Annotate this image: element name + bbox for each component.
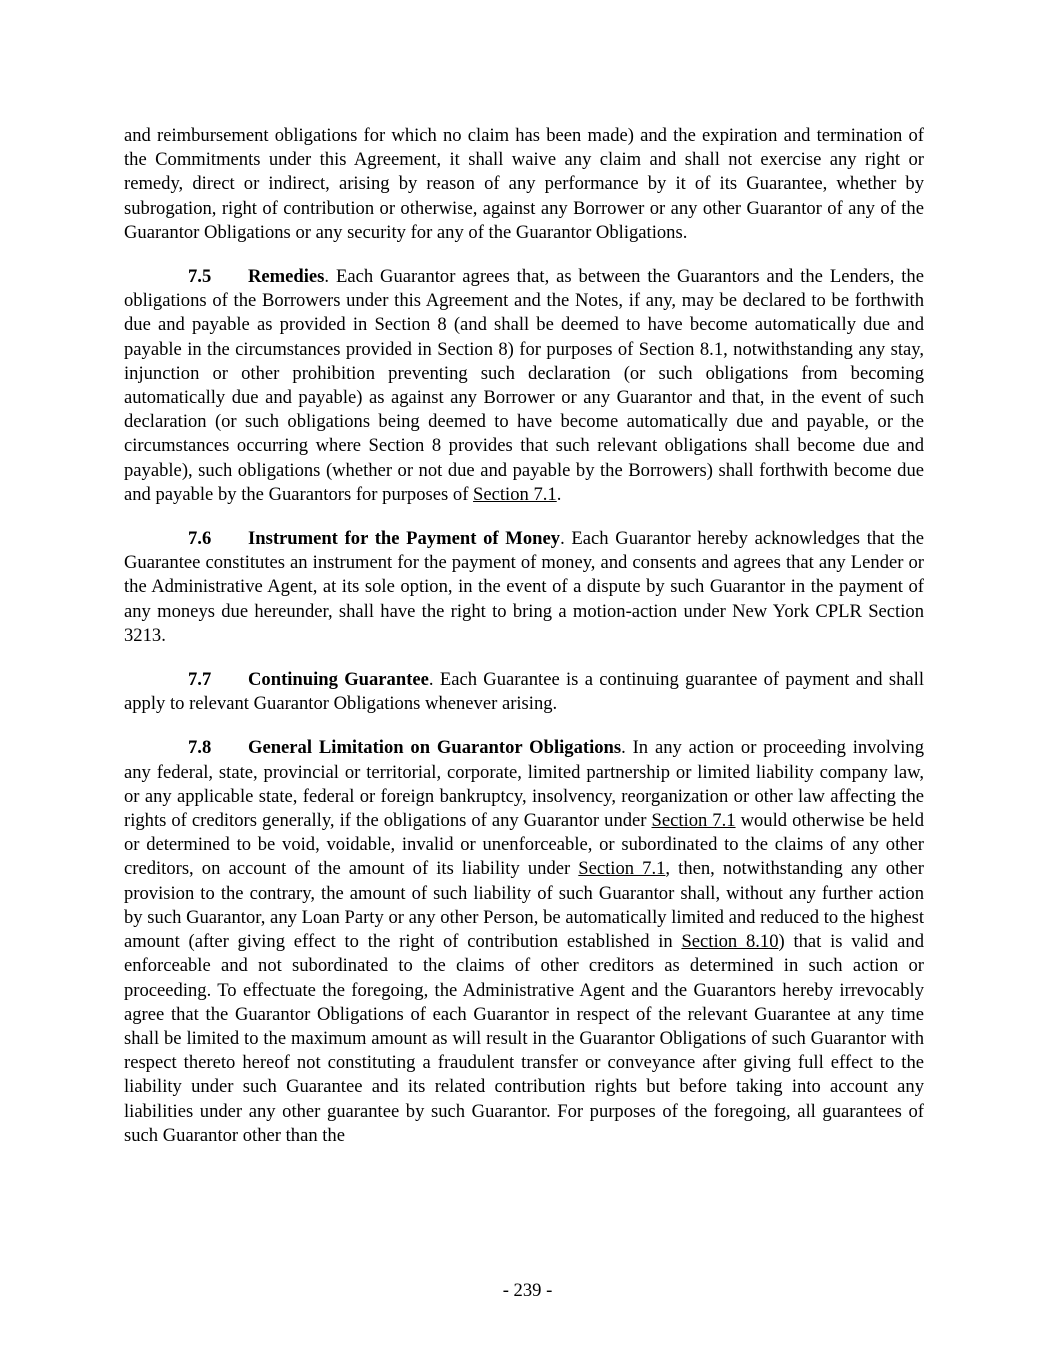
section-reference: Section 7.1: [651, 810, 736, 832]
section-title: Remedies: [248, 266, 325, 288]
section-7-8: [124, 736, 924, 1147]
section-reference: Section 8.10: [681, 931, 779, 953]
section-text: , then, notwithstanding any other provision to the contrary, the amount of such liability of such Guarantor shall, without any further action by such Guarantor, any Loan Party or any other Person, be automatically limited and reduced to the highest amount (after giving effect to the right of contribution established in: [124, 858, 924, 953]
section-7-6: [124, 527, 924, 648]
document-page: [124, 124, 924, 1168]
section-text: ) that is valid and enforceable and not subordinated to the claims of other creditors as determined in such action or proceeding. To effectuate the foregoing, the Administrative Agent and the Guarantors hereby irrevocably agree that the Guarantor Obligations of each Guarantor in respect of the relevant Guarantee at any time shall be limited to the maximum amount as will result in the Guarantor Obligations of such Guarantor with respect thereto hereof not constituting a fraudulent transfer or conveyance after giving full effect to the liability under such Guarantee and its related contribution rights but before taking into account any liabilities under any other guarantee by such Guarantor. For purposes of the foregoing, all guarantees of such Guarantor other than the: [124, 931, 924, 1146]
section-text: would otherwise be held or determined to be void, voidable, invalid or unenforceable, or subordinated to the claims of any other creditors, on account of the amount of its liability under: [124, 810, 924, 880]
section-reference: Section 7.1: [473, 483, 557, 505]
paragraph-text: and reimbursement obligations for which no claim has been made) and the expiration and termination of the Commitments under this Agreement, it shall waive any claim and shall not exercise any right or remedy, direct or indirect, arising by reason of any performance by it of its Guarantee, whether by subrogation, right of contribution or otherwise, against any Borrower or any other Guarantor of any of the Guarantor Obligations or any security for any of the Guarantor Obligations.: [124, 125, 924, 243]
section-title: General Limitation on Guarantor Obligations: [248, 737, 622, 759]
section-number: 7.8: [188, 737, 212, 759]
section-reference: Section 7.1: [578, 858, 666, 880]
section-7-5: [124, 265, 924, 507]
section-title: Continuing Guarantee: [248, 669, 429, 691]
section-number: 7.5: [188, 266, 212, 288]
section-text: .: [556, 483, 562, 505]
section-text: . Each Guarantee is a continuing guarantee of payment and shall apply to relevant Guarantor Obligations whenever arising.: [124, 669, 925, 715]
section-title: Instrument for the Payment of Money: [248, 528, 561, 550]
section-text: . Each Guarantor hereby acknowledges that the Guarantee constitutes an instrument for the payment of money, and consents and agrees that any Lender or the Administrative Agent, at its sole option, in the event of a dispute by such Guarantor in the payment of any moneys due hereunder, shall have the right to bring a motion-action under New York CPLR Section 3213.: [124, 528, 924, 646]
page-number: - 239 -: [502, 1280, 553, 1301]
continued-paragraph: [124, 124, 924, 245]
section-number: 7.6: [188, 528, 212, 550]
section-text: . In any action or proceeding involving any federal, state, provincial or territorial, corporate, limited partnership or limited liability company law, or any applicable state, federal or foreign bankruptcy, insolvency, reorganization or other law affecting the rights of creditors generally, if the obligations of any Guarantor under: [124, 737, 924, 832]
section-7-7: [124, 668, 924, 716]
section-text: . Each Guarantor agrees that, as between the Guarantors and the Lenders, the obligations of the Borrowers under this Agreement and the Notes, if any, may be declared to be forthwith due and payable as provided in Section 8 (and shall be deemed to have become automatically due and payable in the circumstances provided in Section 8) for purposes of Section 8.1, notwithstanding any stay, injunction or other prohibition preventing such declaration (or such obligations from becoming automatically due and payable) as against any Borrower or any Guarantor and that, in the event of such declaration (or such obligations being deemed to have become automatically due and payable, or the circumstances occurring where Section 8 provides that such relevant obligations shall become due and payable), such obligations (whether or not due and payable by the Borrowers) shall forthwith become due and payable by the Guarantors for purposes of: [124, 266, 924, 505]
section-number: 7.7: [188, 669, 212, 691]
